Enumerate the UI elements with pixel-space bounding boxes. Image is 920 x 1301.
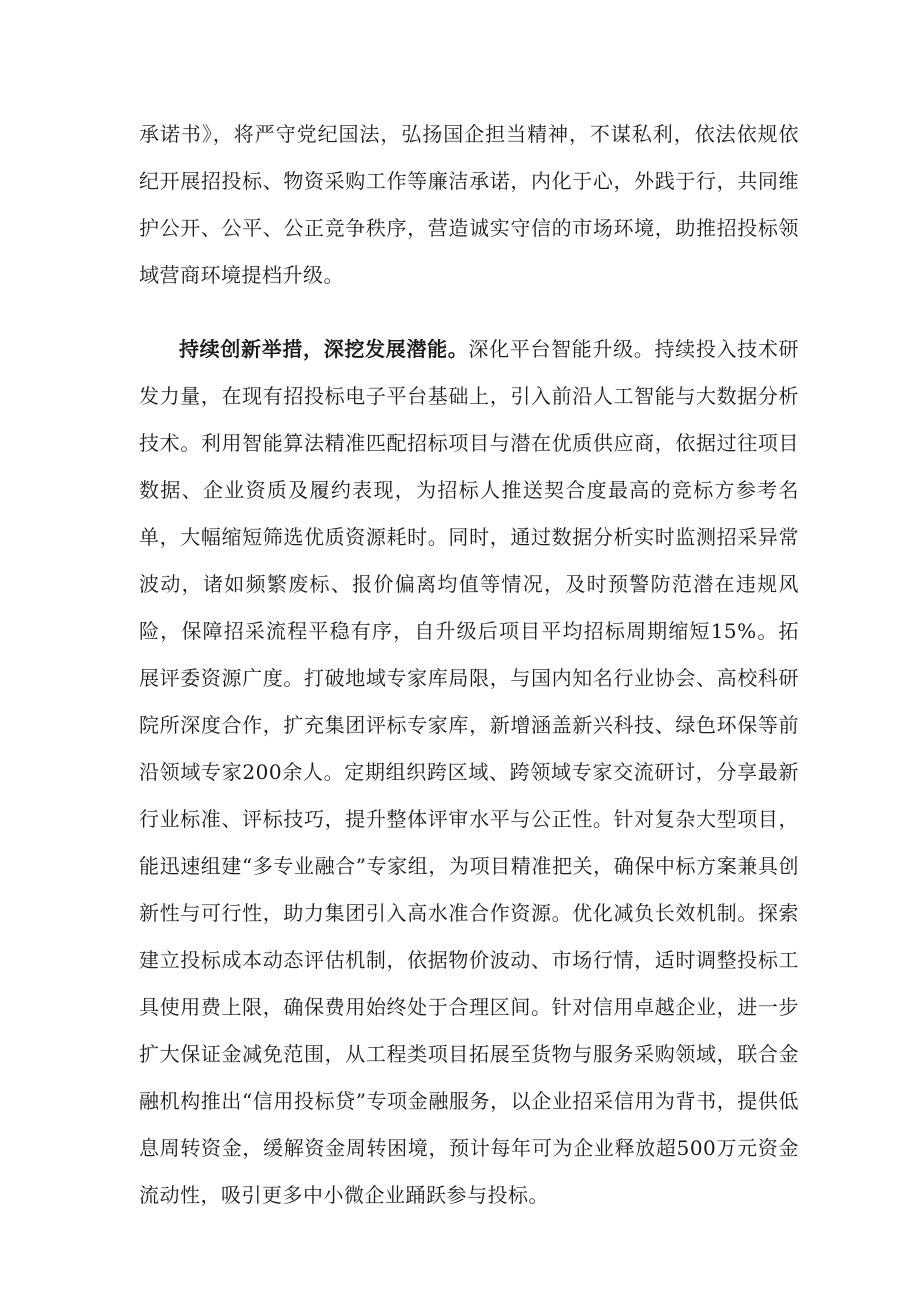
paragraph-2-body: 深化平台智能升级。持续投入技术研发力量，在现有招投标电子平台基础上，引入前沿人工智能与大数据分析技术。利用智能算法精准匹配招标项目与潜在优质供应商，依据过往项目数据、企业资质及履约表现，为招标人推送契合度最高的竞标方参考名单，大幅缩短筛选优质资源耗时。同时，通过数据分析实时监测招采异常波动，诸如频繁废标、报价偏离均值等情况，及时预警防范潜在违规风险，保障招采流程平稳有序，自升级后项目平均招标周期缩短15%。拓展评委资源广度。打破地域专家库局限，与国内知名行业协会、高校科研院所深度合作，扩充集团评标专家库，新增涵盖新兴科技、绿色环保等前沿领域专家200余人。定期组织跨区域、跨领域专家交流研讨，分享最新行业标准、评标技巧，提升整体评审水平与公正性。针对复杂大型项目，能迅速组建“多专业融合”专家组，为项目精准把关，确保中标方案兼具创新性与可行性，助力集团引入高水准合作资源。优化减负长效机制。探索建立投标成本动态评估机制，依据物价波动、市场行情，适时调整投标工具使用费上限，确保费用始终处于合理区间。针对信用卓越企业，进一步扩大保证金减免范围，从工程类项目拓展至货物与服务采购领域，联合金融机构推出“信用投标贷”专项金融服务，以企业招采信用为背书，提供低息周转资金，缓解资金周转困境，预计每年可为企业释放超500万元资金流动性，吸引更多中小微企业踊跃参与投标。 — [139, 337, 800, 1207]
paragraph-2 — [139, 326, 799, 1219]
paragraph-1: 承诺书》，将严守党纪国法，弘扬国企担当精神，不谋私利，依法依规依纪开展招投标、物资采购工作等廉洁承诺，内化于心，外践于行，共同维护公开、公平、公正竞争秩序，营造诚实守信的市场环境，助推招投标领域营商环境提档升级。 — [139, 122, 799, 287]
paragraph-2-lead: 持续创新举措，深挖发展潜能。 — [179, 337, 469, 361]
